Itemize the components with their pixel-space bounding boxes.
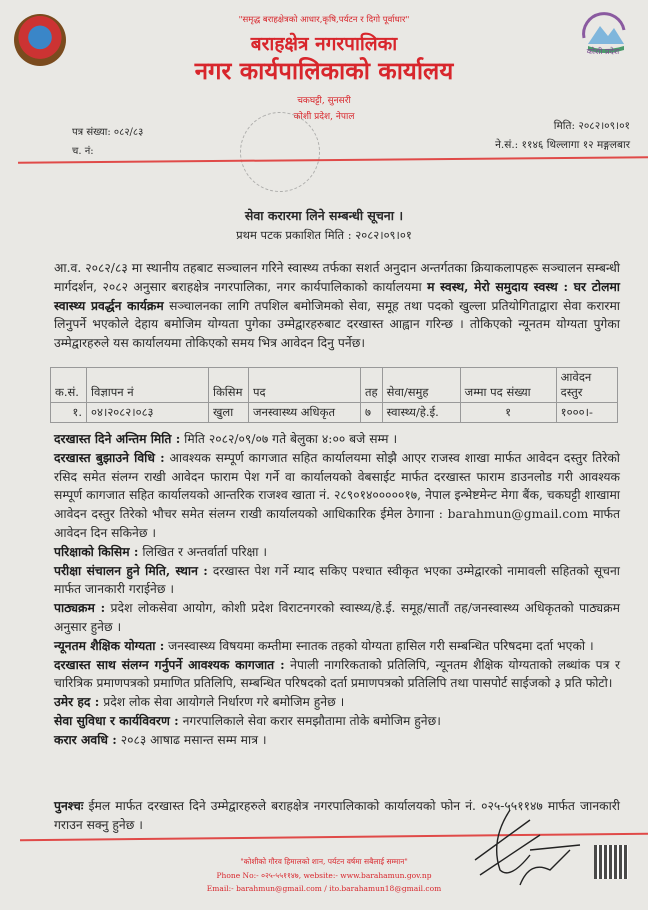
header-cell: पद <box>249 368 361 403</box>
cell: १०००।- <box>556 403 617 423</box>
item-label: उमेर हद : <box>54 694 100 710</box>
item-service-facility <box>54 712 620 731</box>
item-label: परिक्षाको किसिम : <box>54 543 139 559</box>
header-cell: आवेदन दस्तुर <box>556 368 617 403</box>
footer-slogan: "कोशीको गौरव हिमालको शान, पर्यटन वर्षमा सबैलाई सम्मान" <box>240 857 408 866</box>
cell: जनस्वास्थ्य अधिकृत <box>249 403 361 423</box>
item-required-documents <box>54 656 620 694</box>
dispatch-number: च. नं: <box>72 146 94 157</box>
item-syllabus <box>54 599 620 637</box>
footer-email: Email:- barahmun@gmail.com / ito.barahamun18@gmail.com <box>206 884 442 893</box>
intro-text-continued: सञ्चालनका लागि तपशिल बमोजिमको सेवा, समूह तथा पदको खुल्ला प्रतियोगिताद्वारा सेवा करारमा लिनुपर्ने भएकोले देहाय बमोजिम योग्यता पुगेका उम्मेद्वारहरुबाट दरखास्त आह्वान गरिन्छ । तोकिएको न्यूनतम योग्यता पुगेका उम्मेद्वारहरुले यस कार्यालयमा तोकिएको समय भित्र आवेदन दिनु पर्नेछ। <box>54 298 620 351</box>
cell: ०४।२०८२।०८३ <box>87 403 209 423</box>
header-cell: तह <box>361 368 383 403</box>
item-label: दरखास्त बुझाउने विधि : <box>54 449 165 465</box>
item-submission-method <box>54 449 620 543</box>
header-divider <box>18 156 648 163</box>
address-line-2: कोशी प्रदेश, नेपाल <box>293 112 355 122</box>
office-name: नगर कार्यपालिकाको कार्यालय <box>194 56 454 85</box>
published-date: प्रथम पटक प्रकाशित मिति : २०८२।०९।०१ <box>236 228 412 242</box>
letter-date: मिति: २०८२।०९।०१ <box>553 120 630 132</box>
header-cell: विज्ञापन नं <box>87 368 209 403</box>
intro-text: आ.व. २०८२/८३ मा स्थानीय तहबाट सञ्चालन गरिने स्वास्थ्य तर्फका सशर्त अनुदान अन्तर्गतका क्रियाकलापहरू सञ्चालन सम्बन्धी मार्गदर्शन, २०८२ अनुसार बराहक्षेत्र नगरपालिका, नगर कार्यपालिकाको कार्यालयमा <box>54 261 620 294</box>
item-text: दरखास्त पेश गर्ने म्याद सकिए पश्चात स्वीकृत भएका उम्मेद्वारको नामावली सहितको सूचना मार्फत जानकारी गराईनेछ । <box>54 563 620 597</box>
item-text: नेपाली नागरिकताको प्रतिलिपि, न्यूनतम शैक्षिक योग्यताको लब्धांक पत्र र चारित्रिक प्रमाणपत्रको प्रमाणित प्रतिलिपि, सम्बन्धित परिषदको दर्ता प्रमाणपत्रको प्रतिलिपि तथा पासपोर्ट साईजको ३ प्रति फोटो। <box>54 657 621 691</box>
address-line-1: चकघट्टी, सुनसरी <box>297 96 351 106</box>
intro-paragraph <box>54 259 620 353</box>
cell: स्वास्थ्य/हे.ई. <box>382 403 460 423</box>
program-name: म स्वस्थ, मेरो समुदाय स्वस्थ : घर टोलमा स्वास्थ्य प्रवर्द्धन कार्यक्रम <box>54 278 620 313</box>
item-text: प्रदेश लोक सेवा आयोगले निर्धारण गरे बमोजिम हुनेछ । <box>99 695 345 710</box>
item-exam-type <box>54 543 620 562</box>
item-deadline <box>54 430 620 449</box>
item-text: जनस्वास्थ्य विषयमा कम्तीमा स्नातक तहको योग्यता हासिल गरी सम्बन्धित परिषदमा दर्ता भएको । <box>164 638 594 653</box>
item-label: पाठ्यक्रम : <box>54 600 106 616</box>
item-label: परीक्षा संचालन हुने मिति, स्थान : <box>54 562 208 578</box>
cell: ७ <box>361 403 383 423</box>
item-label: करार अवधि : <box>54 731 117 747</box>
notice-items <box>54 430 620 750</box>
item-contract-period <box>54 731 620 750</box>
header-cell: किसिम <box>209 368 249 403</box>
postscript-text: ईमल मार्फत दरखास्त दिने उम्मेद्वारहरुले बराहक्षेत्र नगरपालिकाको कार्यालयको फोन नं. ०२५-५५११४७ मार्फत जानकारी गराउन सक्नु हुनेछ । <box>54 799 620 832</box>
header-cell: क.सं. <box>51 368 87 403</box>
table-header-row <box>51 368 618 403</box>
cell: खुला <box>209 403 249 423</box>
item-text: नगरपालिकाले सेवा करार समझौतामा तोके बमोजिम हुनेछ। <box>178 713 441 728</box>
nepal-sambat-date: ने.सं.: ११४६ थिल्लागा १२ मङ्गलबार <box>495 139 630 151</box>
item-text: मिति २०८२/०९/०७ गते बेलुका ४:०० बजे सम्म । <box>180 432 398 446</box>
item-label: दरखास्त साथ संलग्न गर्नुपर्ने आवश्यक कागजात : <box>54 656 285 672</box>
item-label: दरखास्त दिने अन्तिम मिति : <box>54 431 181 446</box>
item-age-limit <box>54 693 620 712</box>
cell: १ <box>460 403 556 423</box>
item-text: आवश्यक सम्पूर्ण कागजात सहित कार्यालयमा सोझै आएर राजस्व शाखा मार्फत आवेदन दस्तुर तिरेको रसिद समेत संलग्न राखी आवेदन फाराम पेश गर्ने वा कार्यालयको वेबसाईट मार्फत दरखास्त फाराम डाउनलोड गरी आवश्यक सम्पूर्ण कागजात सहित कार्यालयको आन्तरिक राजश्व खाता नं. २८९०१४०००००१७, नेपाल इन्भेष्टमेन्ट मेगा बैंक, चकघट्टी शाखामा आवेदन दस्तुर तिरेको भौचर समेत संलग्न राखी कार्यालयको आधिकारिक ईमेल ठेगाना : barahmun@gmail.com मार्फत आवेदन दिन सकिनेछ । <box>54 450 620 540</box>
letter-number: पत्र संख्या: ०८२/८३ <box>72 127 144 138</box>
item-exam-date-venue <box>54 562 620 600</box>
koshi-logo-text: कोशी प्रदेश <box>586 47 620 56</box>
item-label: सेवा सुविधा र कार्यविवरण : <box>54 712 179 728</box>
item-text: २०८३ आषाढ मसान्त सम्म मात्र । <box>116 732 267 747</box>
header-cell: सेवा/समुह <box>382 368 460 403</box>
postscript-label: पुनश्चः <box>54 798 84 813</box>
item-min-qualification <box>54 637 620 656</box>
cell: १. <box>51 403 87 423</box>
table-row <box>51 403 618 423</box>
municipality-name: बराहक्षेत्र नगरपालिका <box>250 33 398 55</box>
item-label: न्यूनतम शैक्षिक योग्यता : <box>54 637 165 653</box>
header-cell: जम्मा पद संख्या <box>460 368 556 403</box>
footer-contact: Phone No:- ०२५-५५११४७, website:- www.barahamun.gov.np <box>216 871 432 880</box>
vacancy-table <box>50 367 618 423</box>
header-slogan: "समृद्ध बराहक्षेत्रको आधार,कृषि,पर्यटन र दिगो पूर्वाधार" <box>238 15 410 25</box>
notice-title: सेवा करारमा लिने सम्बन्धी सूचना । <box>244 208 404 223</box>
item-text: लिखित र अन्तर्वार्ता परिक्षा । <box>138 544 268 559</box>
item-text: प्रदेश लोकसेवा आयोग, कोशी प्रदेश विराटनगरको स्वास्थ्य/हे.ई. समूह/सातौं तह/जनस्वास्थ्य अधिकृतको पाठ्यक्रम अनुसार हुनेछ । <box>54 601 620 634</box>
